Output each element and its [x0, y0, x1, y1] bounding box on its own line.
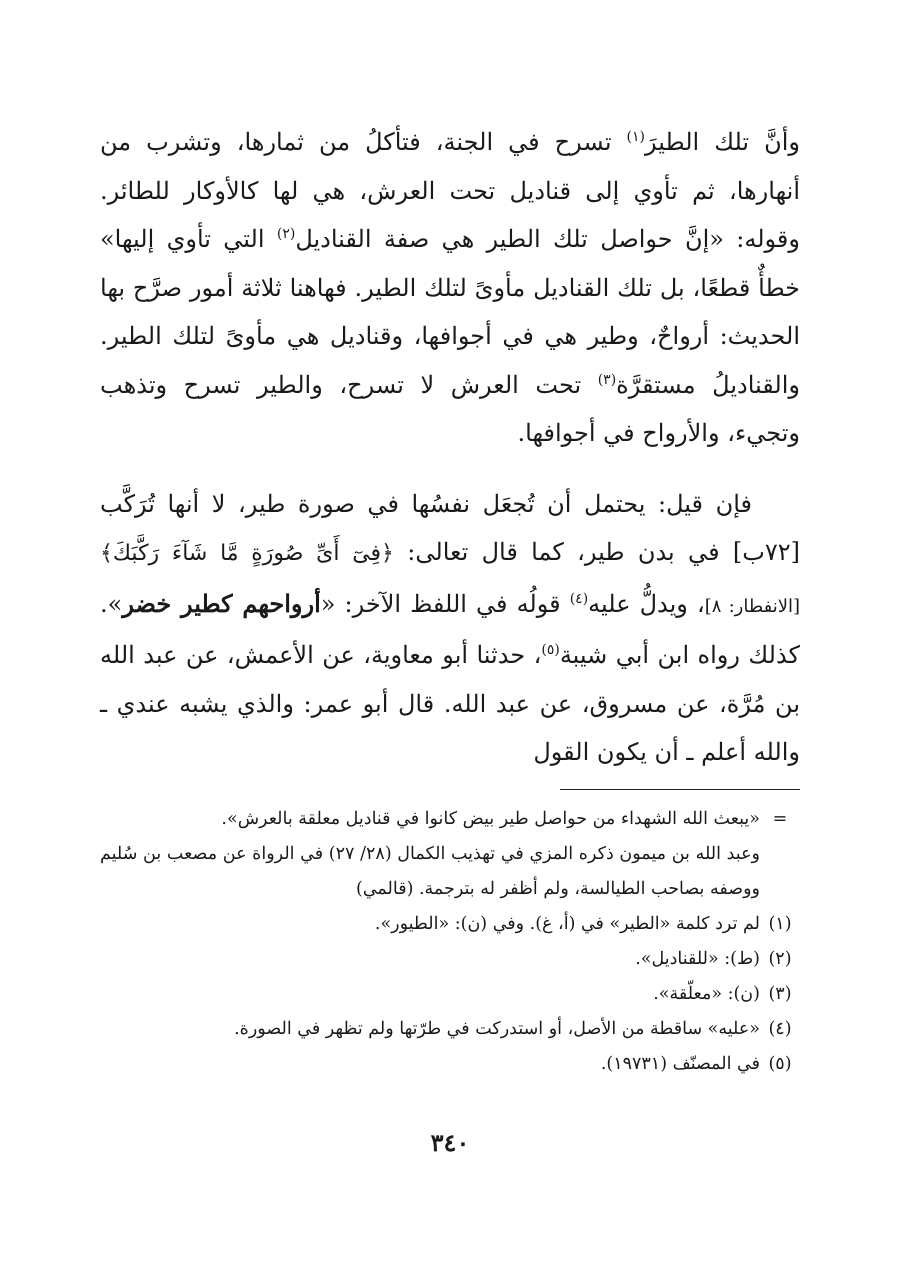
footnote-5: [100, 1047, 800, 1082]
footnote-text: (ط): «للقناديل».: [635, 949, 760, 969]
verse-reference: [الانفطار: ٨]: [704, 595, 800, 617]
footnote-3: [100, 977, 800, 1012]
footnote-ref: (٣): [597, 371, 617, 388]
footnote-ref: (٢): [276, 226, 296, 242]
footnote-number: (٤): [768, 1019, 792, 1039]
footnote-4: [100, 1012, 800, 1047]
footnotes: [100, 802, 800, 1082]
footnote-text: (ن): «معلّقة».: [653, 984, 760, 1004]
footnote-separator: [560, 789, 800, 790]
hadith-quote: أرواحهم كطير خضر: [122, 588, 321, 618]
page-number: ٣٤٠: [430, 1128, 470, 1157]
footnote-number: (٢): [768, 949, 792, 969]
text-run: تحت العرش لا تسرح، والطير تسرح وتذهب وتجيء، والأرواح في أجوافها.: [100, 370, 800, 447]
footnote-continuation: [100, 802, 800, 837]
footnote-text: «يبعث الله الشهداء من حواصل طير بيض كانوا في قناديل معلقة بالعرش».: [221, 809, 760, 829]
text-run: وأنَّ تلك الطيرَ: [645, 128, 800, 156]
text-run: فإن قيل: يحتمل أن تُجعَل نفسُها في صورة طير، لا أنها تُرَكَّب [٧٢ب] في بدن طير، كما قال تعالى:: [100, 489, 800, 566]
footnote-text: «عليه» ساقطة من الأصل، أو استدركت في طرّتها ولم تظهر في الصورة.: [234, 1019, 760, 1039]
text-run: ». كذلك رواه ابن أبي شيبة: [100, 589, 800, 669]
footnote-text: وعبد الله بن ميمون ذكره المزي في تهذيب الكمال (٢٨/ ٢٧) في الرواة عن مصعب بن سُليم ووصفه بصاحب الطيالسة، ولم أظفر له بترجمة. (قالمي): [100, 844, 760, 899]
paragraph-2: [100, 480, 800, 777]
footnote-ref: (٥): [541, 642, 560, 658]
paragraph-1: [100, 118, 800, 458]
quran-verse: ﴿فِىٓ أَىِّ صُورَةٍ مَّا شَآءَ رَكَّبَكَ﴾: [100, 541, 394, 566]
footnote-number: (١): [768, 914, 792, 934]
footnote-1: [100, 907, 800, 942]
text-run: ، حدثنا أبو معاوية، عن الأعمش، عن عبد الله بن مُرَّة، عن مسروق، عن عبد الله. قال أبو عمر: والذي يشبه عندي ـ والله أعلم ـ أن يكون القول: [100, 641, 800, 766]
footnote-number: (٣): [768, 984, 792, 1004]
text-run: قولُه في اللفظ الآخر: «: [320, 589, 570, 618]
footnote-number: (٥): [768, 1054, 792, 1074]
footnote-text: لم ترد كلمة «الطير» في (أ، غ). وفي (ن): «الطيور».: [374, 914, 760, 934]
footnote-ref: (٤): [569, 590, 589, 607]
text-run: ، ويدلُّ عليه: [588, 589, 705, 618]
continuation-mark: =: [772, 809, 788, 829]
footnote-ref: (١): [626, 129, 646, 145]
footnote-2: [100, 942, 800, 977]
main-text: [100, 118, 800, 777]
text-run: تسرح في الجنة، فتأكلُ من ثمارها، وتشرب من أنهارها، ثم تأوي إلى قناديل تحت العرش، هي لها كالأوكار للطائر. وقوله: «إنَّ حواصل تلك الطير هي صفة القناديل: [100, 128, 800, 253]
text-run: التي تأوي إليها» خطأٌ قطعًا، بل تلك القناديل مأوىً لتلك الطير. فهاهنا ثلاثة أمور صرَّح بها الحديث: أرواحٌ، وطير هي في أجوافها، وقناديل هي مأوىً لتلك الطير. والقناديلُ مستقرَّة: [100, 225, 800, 399]
footnote-text: في المصنّف (١٩٧٣١).: [600, 1054, 760, 1074]
